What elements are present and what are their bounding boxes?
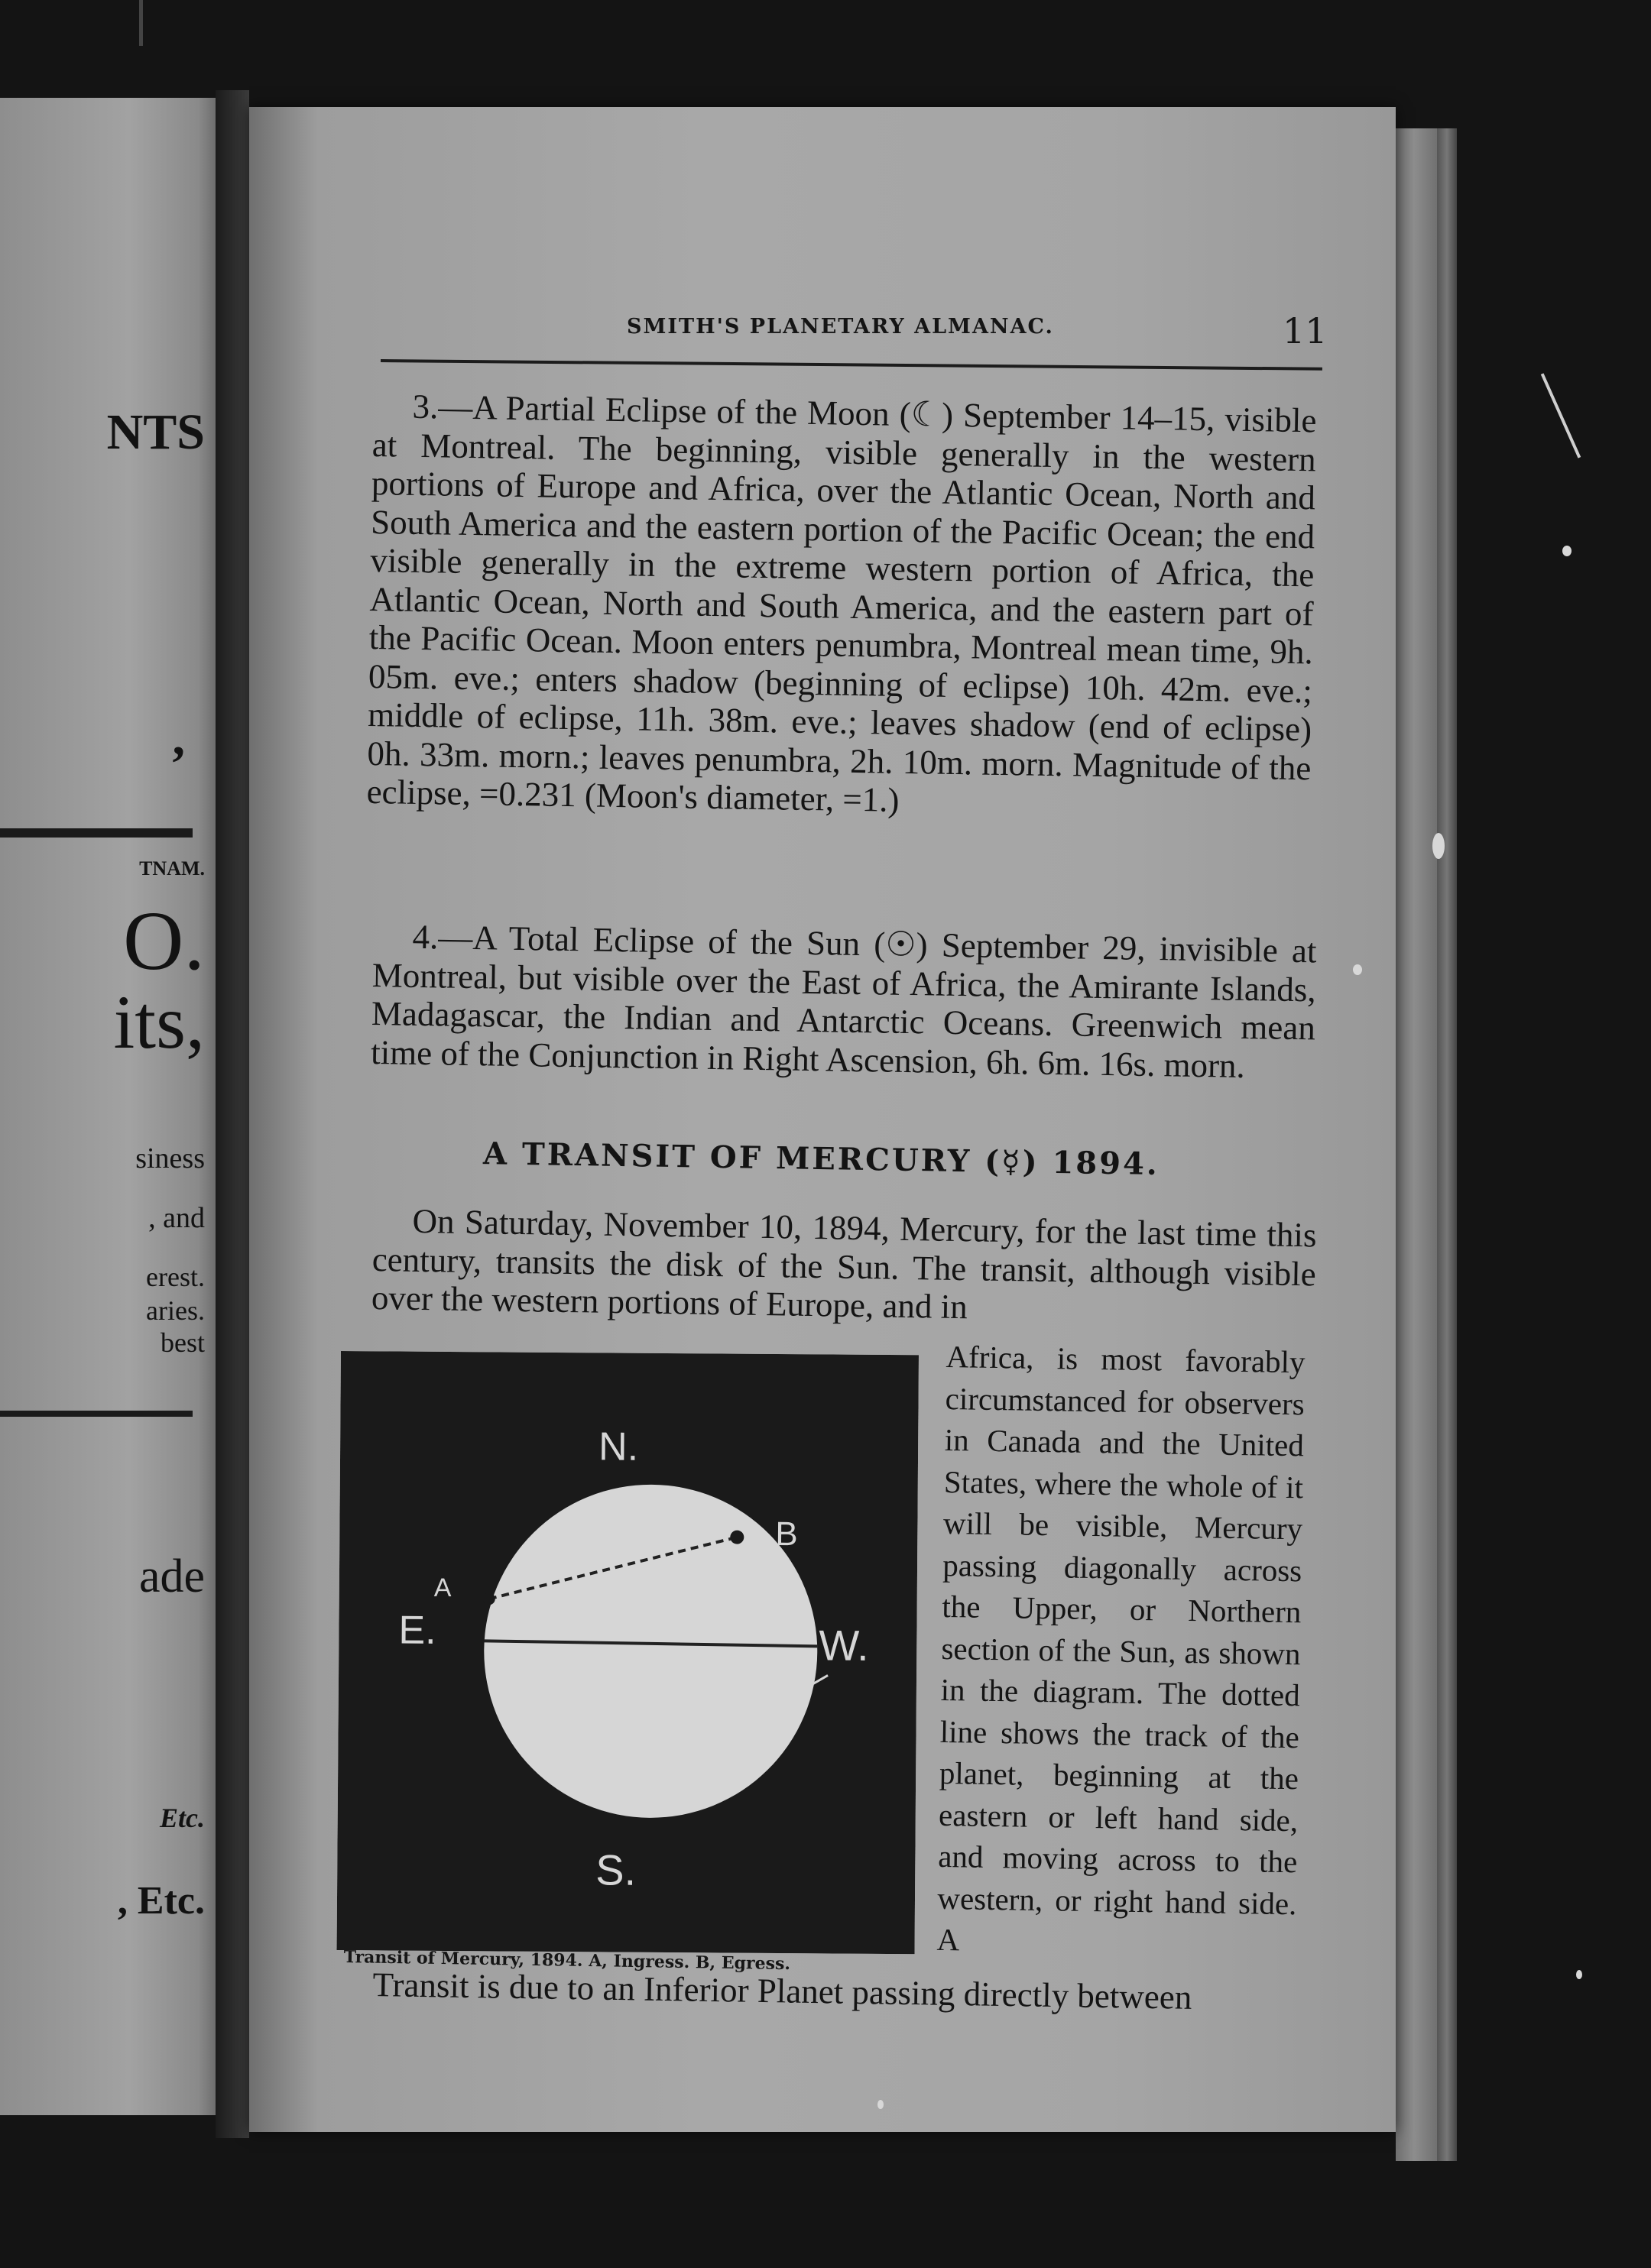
egress-point — [730, 1531, 744, 1544]
book-gutter — [216, 90, 249, 2138]
label-south: S. — [595, 1845, 637, 1894]
left-fragment-and: , and — [148, 1202, 205, 1234]
left-fragment-big-its: its, — [113, 980, 205, 1064]
page-number: 11 — [1283, 310, 1328, 352]
left-rule-2 — [0, 1411, 193, 1417]
label-north: N. — [598, 1424, 639, 1469]
label-b: B — [775, 1515, 798, 1554]
film-scratch — [1541, 373, 1581, 458]
left-fragment-big-o: O. — [123, 894, 205, 987]
left-fragment-comma: , — [172, 710, 185, 766]
film-speck — [1432, 833, 1445, 859]
transit-final-text: Transit is due to an Inferior Planet passing directly between — [372, 1965, 1192, 2017]
transit-side-text: Africa, is most favorably circumstanced for observers in Canada and the United States, where the whole of it will be visible, Mercury passing diagonally across the Upper, or Northern section of the Sun, as shown in the diagram. The dotted line shows the track of the planet, beginning at the eastern or left hand side, and moving across to the western, or right hand side. A — [936, 1338, 1306, 1958]
section-title: A TRANSIT OF MERCURY (☿) 1894. — [482, 1136, 1160, 1183]
left-rule — [0, 828, 193, 838]
left-fragment-ade: ade — [138, 1550, 205, 1602]
page-edge-shadow — [1437, 128, 1457, 2161]
left-fragment-best: best — [161, 1327, 205, 1358]
sun-eclipse-paragraph — [371, 917, 1317, 1086]
transit-diagram-svg — [337, 1351, 919, 1954]
film-scratch — [139, 0, 143, 46]
left-fragment-etc: , Etc. — [117, 1879, 205, 1923]
diagram-caption: Transit of Mercury, 1894. A, Ingress. B, Egress. — [343, 1947, 791, 1975]
left-fragment-etc-small: Etc. — [160, 1803, 205, 1833]
label-east: E. — [398, 1608, 436, 1653]
label-west: W. — [819, 1621, 869, 1670]
film-speck — [1353, 964, 1362, 975]
transit-intro-paragraph — [371, 1201, 1317, 1332]
sun-disk — [483, 1483, 819, 1819]
film-speck — [1576, 1970, 1582, 1979]
left-fragment-name: TNAM. — [139, 857, 205, 880]
transit-intro-text: On Saturday, November 10, 1894, Mercury, for the last time this century, transits the disk of the Sun. The transit, although visible over the western portions of Europe, and in — [371, 1201, 1317, 1327]
moon-eclipse-text: 3.—A Partial Eclipse of the Moon (☾) September 14–15, visible at Montreal. The beginning, visible generally in the western portions of Europe and Africa, over the Atlantic Ocean, North and South America and the eastern portion of the Pacific Ocean; the end visible generally in the extreme western portion of Africa, the Atlantic Ocean, North and South America, and the eastern part of the Pacific Ocean. Moon enters penumbra, Montreal mean time, 9h. 05m. eve.; enters shadow (beginning of eclipse) 10h. 42m. eve.; middle of eclipse, 11h. 38m. eve.; leaves shadow (end of eclipse) 0h. 33m. morn.; leaves penumbra, 2h. 10m. morn. Magnitude of the eclipse, =0.231 (Moon's diameter, =1.) — [366, 387, 1317, 819]
sun-eclipse-text: 4.—A Total Eclipse of the Sun (☉) September 29, invisible at Montreal, but visible over the East of Africa, the Amirante Islands, Madagascar, the Indian and Antarctic Oceans. Greenwich mean time of the Conjunction in Right Ascension, 6h. 6m. 16s. morn. — [370, 917, 1317, 1085]
label-a: A — [433, 1573, 452, 1603]
left-page — [0, 98, 216, 2115]
transit-diagram — [337, 1351, 919, 1954]
film-speck — [1562, 546, 1572, 556]
ingress-point — [483, 1592, 495, 1605]
left-fragment-heading: NTS — [106, 404, 205, 460]
moon-eclipse-paragraph — [366, 387, 1317, 826]
running-header: SMITH'S PLANETARY ALMANAC. — [627, 315, 1054, 339]
film-speck — [877, 2100, 884, 2109]
left-fragment-aries: aries. — [146, 1295, 205, 1326]
left-fragment-interest: erest. — [146, 1262, 205, 1292]
left-fragment-business: siness — [135, 1142, 205, 1174]
